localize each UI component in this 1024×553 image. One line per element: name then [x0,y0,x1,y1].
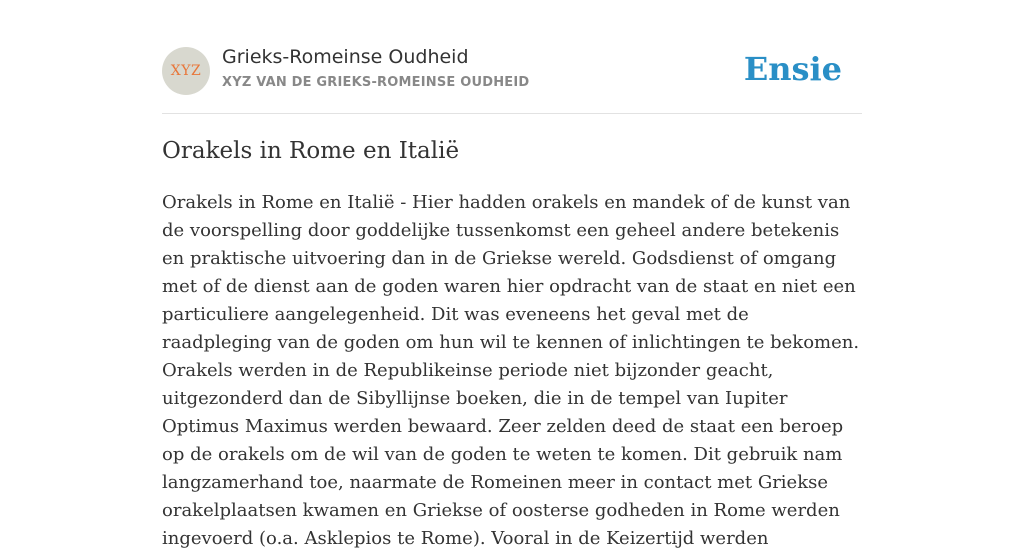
avatar-initials: XYZ [170,63,202,79]
article-title: Orakels in Rome en Italië [162,138,460,164]
author-avatar[interactable] [162,47,210,95]
header [162,46,862,96]
author-subtitle: XYZ VAN DE GRIEKS-ROMEINSE OUDHEID [222,75,530,90]
article-body: Orakels in Rome en Italië - Hier hadden orakels en mandek of de kunst van de voorspelling door goddelijke tussenkomst een geheel andere betekenis en praktische uitvoering dan in de Griekse wereld. Godsdienst of omgang met of de dienst aan de goden waren hier opdracht van de staat en niet een particuliere aangelegenheid. Dit was eveneens het geval met de raadpleging van de goden om hun wil te kennen of inlichtingen te bekomen. Orakels werden in de Republikeinse periode niet bijzonder geacht, uitgezonderd dan de Sibyllijnse boeken, die in de tempel van Iupiter Optimus Maximus werden bewaard. Zeer zelden deed de staat een beroep op de orakels om de wil van de goden te weten te komen. Dit gebruik nam langzamerhand toe, naarmate de Romeinen meer in contact met Griekse orakelplaatsen kwamen en Griekse of oosterse godheden in Rome werden ingevoerd (o.a. Asklepios te Rome). Vooral in de Keizertijd werden [162,192,860,549]
header-divider [162,113,862,114]
author-name[interactable]: Grieks-Romeinse Oudheid [222,46,469,68]
brand-logo[interactable]: Ensie [743,50,842,88]
